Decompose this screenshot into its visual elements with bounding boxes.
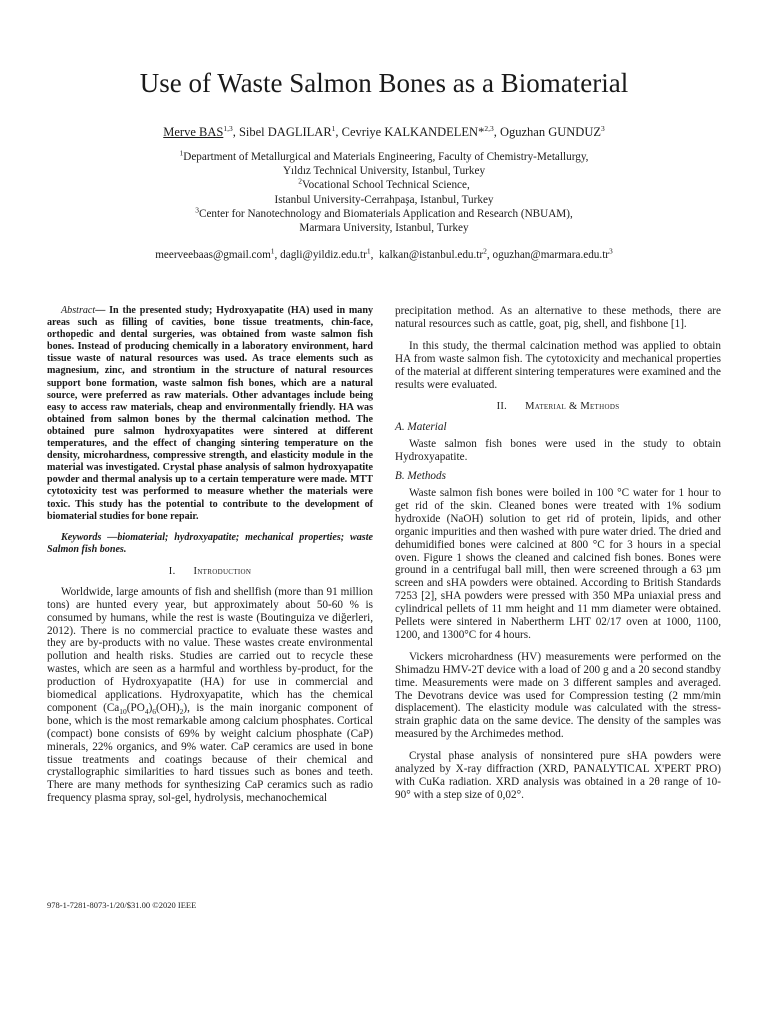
affiliation-line: Marmara University, Istanbul, Turkey bbox=[299, 222, 469, 235]
abstract-text: — In the presented study; Hydroxyapatite (HA) used in many areas such as filling of cavities, bone tissue treatments, chin-face, orthopedic and dental surgeries, was obtained from waste salmon fish bones. Instead of producing chemically in a laboratory environment, hard tissue waste of natural resources was used. As trace elements such as magnesium, zinc, and strontium in the structure of natural resources support bone formation, waste salmon fish bones, which are a natural source, were preferred as raw materials. Other advantages include being easy to access raw materials, cheap and environmentally friendly. HA was obtained from salmon bones by the thermal calcination method. The obtained pure salmon hydroxyapatites were sintered at different temperatures, and the effect of changing sintering temperature on the density, microhardness, compressive strength, and elasticity module in the material was investigated. Crystal phase analysis of salmon hydroxyapatite powder and thermal analysis up to a certain temperature were made. MTT cytotoxicity test was performed to measure whether the materials were toxic. This study has the potential to contribute to the development of biomaterial studies for bone repair. bbox=[47, 305, 373, 522]
keywords: Keywords —biomaterial; hydroxyapatite; mechanical properties; waste Salmon fish bones. bbox=[47, 531, 373, 555]
section-heading-introduction: I. Introduction bbox=[168, 565, 252, 577]
author-name: Merve BAS bbox=[163, 125, 224, 139]
author-affil-mark: 1,3 bbox=[223, 123, 233, 133]
study-paragraph: In this study, the thermal calcination method was applied to obtain HA from waste salmon fish. The cytotoxicity and mechanical properties of the material at different sintering temperatures were examined and the results were evaluated. bbox=[395, 339, 721, 391]
xrd-paragraph: Crystal phase analysis of nonsintered pure sHA powders were analyzed by X-ray diffraction (XRD, PANALYTICAL X'PERT PRO) with CuKa radiation. XRD analysis was obtained in a 2θ range of 10-90° with a step size of 0,02°. bbox=[395, 750, 721, 801]
continued-paragraph: precipitation method. As an alternative to these methods, there are natural resources such as cattle, goat, pig, shell, and fishbone [1]. bbox=[395, 305, 721, 330]
affiliation-block bbox=[0, 150, 768, 235]
affiliation-line: Vocational School Technical Science, bbox=[301, 179, 470, 192]
author-affil-mark: 2,3 bbox=[484, 123, 494, 133]
email-address: kalkan@istanbul.edu.tr bbox=[379, 249, 484, 261]
affiliation-line: Istanbul University-Cerrahpaşa, Istanbul, Turkey bbox=[274, 193, 494, 206]
copyright-footer: 978-1-7281-8073-1/20/$31.00 ©2020 IEEE bbox=[47, 900, 197, 910]
subsection-heading-material: A. Material bbox=[395, 421, 447, 434]
email-affil-mark: 1 bbox=[366, 246, 371, 256]
email-address: dagli@yildiz.edu.tr bbox=[280, 249, 367, 261]
email-affil-mark: 3 bbox=[609, 246, 613, 256]
affiliation-line: Department of Metallurgical and Materials Engineering, Faculty of Chemistry-Metallurgy, bbox=[183, 151, 589, 163]
right-column bbox=[395, 305, 721, 802]
author-list: Merve BAS$^{1,3}$, Sibel DAGLILAR$^1$, Cevriye KALKANDELEN*$^{2,3}$, Oguzhan GUNDUZ$^3$ bbox=[163, 123, 605, 139]
methods-paragraph: Waste salmon fish bones were boiled in 100 °C water for 1 hour to get rid of the skin. Cleaned bones were treated with 1% sodium hydroxide (NaOH) solution to get rid of protein, lipids, and other organic impurities and then washed with pure water dried. The dried and dehumidified bones were calcined at 800 °C for 3 hours in a special oven. Figure 1 shows the cleaned and calcined fish bones. Bones were ground in a centrifugal ball mill, then were screened through a 63 µm screen and sHA powders were obtained. According to British Standards 7253 [2], sHA powders were pressed with 350 MPa uniaxial press and cylindrical pellets of 11 mm height and 11 mm diameter were obtained. Pellets were sintered in Nabertherm LHT 02/17 oven at 1000, 1100, 1200, and 1300°C for 4 hours. bbox=[395, 486, 721, 641]
affil-mark: 1 bbox=[179, 148, 184, 158]
paper-title: Use of Waste Salmon Bones as a Biomaterial bbox=[139, 68, 629, 98]
abstract bbox=[47, 305, 373, 523]
left-column bbox=[47, 305, 373, 805]
author-affil-mark: 1 bbox=[331, 123, 336, 133]
intro-paragraph: Worldwide, large amounts of fish and shellfish (more than 91 million tons) are hunted every year, but approximately about 50-60 % is consumed by humans, while the rest is waste (Boutinguiza ve diğerleri, 2012). There is no commercial practice to evaluate these wastes and they are by-products with no value. These wastes create environmental pollution and health risks. Studies are carried out to recycle these wastes, which are seen as a harmful and worthless by-product, for the production of Hydroxyapatite (HA) for use in commercial and biomedical applications. Hydroxyapatite, which has the chemical component $(Ca_{10}(PO_4)_6(OH)_2)$, is the main inorganic component of bone, which is the most remarkable among calcium phosphates. Cortical (compact) bone consists of 69% by weight calcium phosphate (CaP) minerals, 22% organics, and 9% water. CaP ceramics are used in bone tissue treatments and coatings because of their chemical and crystallographic similarities to hard tissues such as bones and teeth. There are many methods for synthesizing CaP ceramics such as radio frequency plasma spray, sol-gel, hydrolysis, mechanochemical bbox=[47, 585, 373, 805]
email-list: meerveebaas@gmail.com$^1$, $dagli@yildiz.edu.tr^1$, $kalkan@istanbul.edu.tr^2$, $oguzhan@marmara.edu.tr^3$ bbox=[155, 246, 613, 261]
section-heading-methods: II. Material & Methods bbox=[496, 401, 620, 413]
author-name: Sibel DAGLILAR bbox=[238, 125, 332, 139]
affiliation-line: Center for Nanotechnology and Biomaterials Application and Research (NBUAM), bbox=[199, 207, 573, 220]
author-name: Oguzhan GUNDUZ bbox=[499, 125, 601, 139]
affil-mark: 2 bbox=[298, 176, 302, 186]
abstract-lead: Abstract bbox=[61, 305, 96, 316]
subsection-heading-methods: B. Methods bbox=[395, 470, 446, 483]
email-address: oguzhan@marmara.edu.tr bbox=[492, 249, 610, 261]
email-address: meerveebaas@gmail.com bbox=[155, 249, 271, 261]
affiliation-line: Yıldız Technical University, Istanbul, Turkey bbox=[282, 165, 486, 178]
email-affil-mark: 1 bbox=[270, 246, 275, 256]
material-paragraph: Waste salmon fish bones were used in the study to obtain Hydroxyapatite. bbox=[395, 438, 721, 464]
affil-mark: 3 bbox=[195, 205, 199, 215]
microhardness-paragraph: Vickers microhardness (HV) measurements were performed on the Shimadzu HMV-2T device with a load of 200 g and a 20 second standby time. Measurements were made on 3 different samples and averaged. The Devotrans device was used for Compression testing (2 mm/min displacement). The elasticity module was calculated with the stress-strain graphic data on the same device. The density of the samples was measured by the Archimedes method. bbox=[395, 650, 721, 741]
author-affil-mark: 3 bbox=[601, 123, 605, 133]
author-name: Cevriye KALKANDELEN* bbox=[341, 125, 485, 139]
email-affil-mark: 2 bbox=[483, 246, 487, 256]
